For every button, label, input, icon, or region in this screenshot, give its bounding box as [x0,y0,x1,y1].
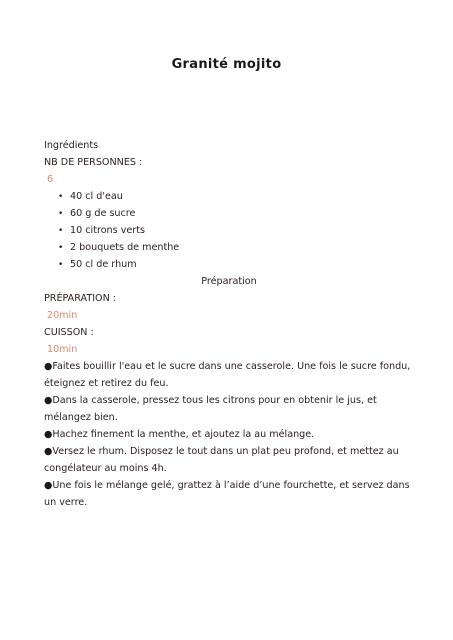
step-text: Une fois le mélange gelé, grattez à l’aide d’une fourchette, et servez dans un verre. [44,480,410,508]
step-text: Dans la casserole, pressez tous les citrons pour en obtenir le jus, et mélangez bien. [44,395,377,423]
step-bullet-icon: ● [44,480,53,491]
ingredients-heading: Ingrédients [44,140,99,151]
ingredient-item [58,256,414,273]
bullet-icon: • [58,209,64,219]
ingredient-item [58,222,414,239]
bullet-icon: • [58,226,64,236]
bullet-icon: • [58,243,64,253]
prep-time-value: 20min [47,310,78,321]
step-item [44,477,414,511]
recipe-content [44,137,414,511]
bullet-icon: • [58,260,64,270]
prep-time-label: PRÉPARATION : [44,293,117,304]
step-bullet-icon: ● [44,361,53,372]
cook-time-value: 10min [47,344,78,355]
step-text: Faites bouillir l'eau et le sucre dans une casserole. Une fois le sucre fondu, éteignez et retirez du feu. [44,361,411,389]
servings-value: 6 [47,174,54,185]
ingredient-text: 2 bouquets de menthe [70,242,180,253]
step-item [44,443,414,477]
ingredient-item [58,188,414,205]
ingredient-text: 10 citrons verts [70,225,145,236]
bullet-icon: • [58,192,64,202]
step-item [44,358,414,392]
step-bullet-icon: ● [44,429,53,440]
ingredient-item [58,239,414,256]
step-text: Versez le rhum. Disposez le tout dans un plat peu profond, et mettez au congélateur au moins 4h. [44,446,399,474]
preparation-heading: Préparation [201,276,257,287]
step-bullet-icon: ● [44,395,53,406]
ingredient-text: 40 cl d'eau [70,191,123,202]
ingredient-text: 50 cl de rhum [70,259,137,270]
step-text: Hachez finement la menthe, et ajoutez la au mélange. [52,429,315,440]
step-item [44,426,414,443]
step-item [44,392,414,426]
ingredient-text: 60 g de sucre [70,208,136,219]
cook-time-label: CUISSON : [44,327,94,338]
ingredients-list [44,188,414,273]
servings-label: NB DE PERSONNES : [44,157,143,168]
ingredient-item [58,205,414,222]
recipe-title: Granité mojito [171,57,282,72]
step-bullet-icon: ● [44,446,53,457]
